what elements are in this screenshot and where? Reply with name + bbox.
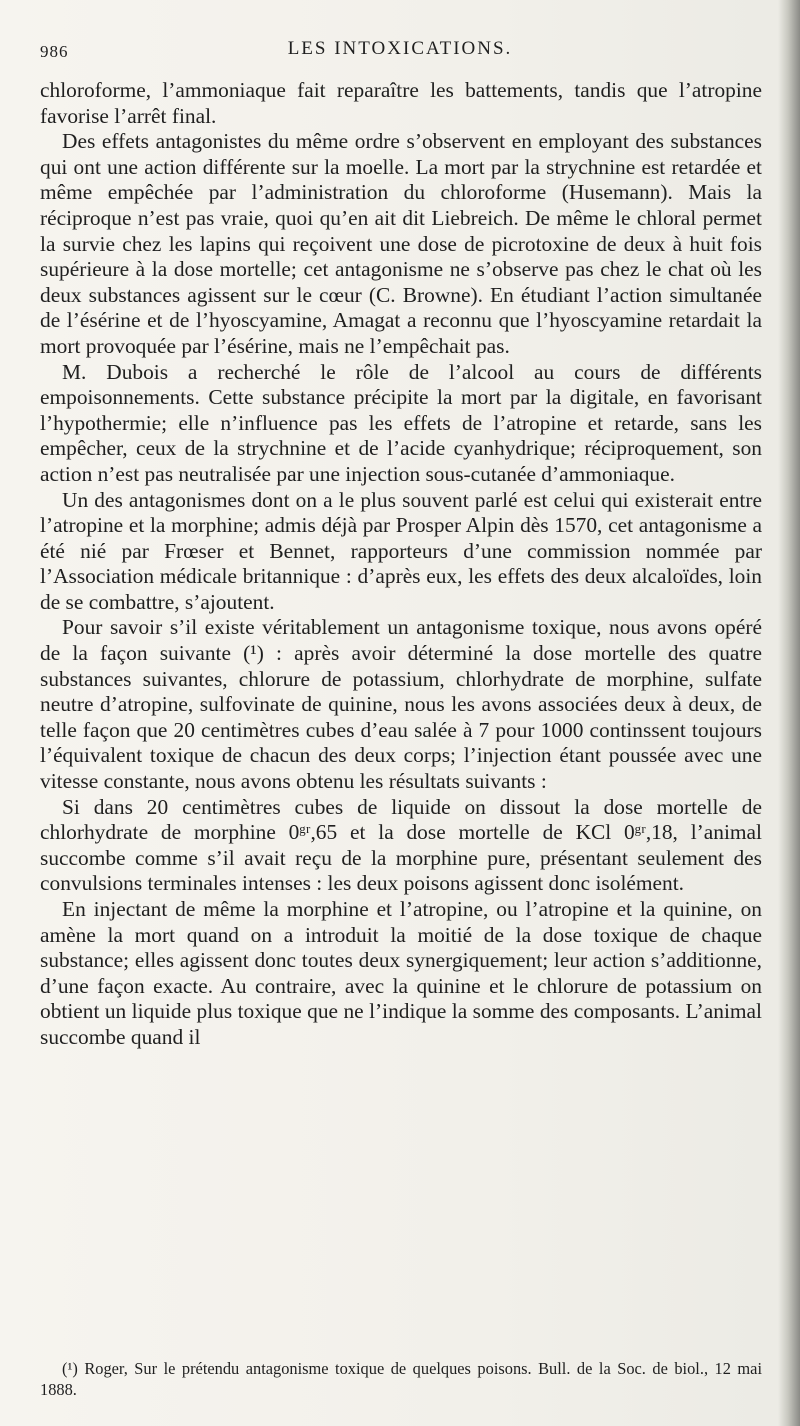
footnote xyxy=(40,1358,762,1400)
paragraph-4: Un des antagonismes dont on a le plus souvent parlé est celui qui existerait entre l’atropine et la morphine; admis déjà par Prosper Alpin dès 1570, cet antagonisme a été nié par Frœser et Bennet, rapporteurs d’une commission nommée par l’Association médicale britannique : d’après eux, les effets des deux alcaloïdes, loin de se combattre, s’ajoutent. xyxy=(40,487,762,614)
page-edge-shadow xyxy=(778,0,800,1426)
paragraph-6: Si dans 20 centimètres cubes de liquide on dissout la dose mortelle de chlorhydrate de morphine 0ᵍʳ,65 et la dose mortelle de KCl 0ᵍʳ,18, l’animal succombe comme s’il avait reçu de la morphine pure, présentant seulement des convulsions terminales intenses : les deux poisons agissent donc isolément. xyxy=(40,794,762,896)
paragraph-3: M. Dubois a recherché le rôle de l’alcool au cours de différents empoisonnements. Cette substance précipite la mort par la digitale, en favorisant l’hypothermie; elle n’influence pas les effets de l’atropine et retarde, sans les empêcher, ceux de la strychnine et de l’acide cyanhydrique; réciproquement, son action n’est pas neutralisée par une injection sous-cutanée d’ammoniaque. xyxy=(40,359,762,486)
footnote-text: (¹) Roger, Sur le prétendu antagonisme toxique de quelques poisons. Bull. de la Soc. de biol., 12 mai 1888. xyxy=(40,1359,762,1399)
paragraph-1: chloroforme, l’ammoniaque fait reparaître les battements, tandis que l’atropine favorise l’arrêt final. xyxy=(40,78,762,128)
running-title: LES INTOXICATIONS. xyxy=(287,38,513,59)
paragraph-5: Pour savoir s’il existe véritablement un antagonisme toxique, nous avons opéré de la façon suivante (¹) : après avoir déterminé la dose mortelle des quatre substances suivantes, chlorure de potassium, chlorhydrate de morphine, sulfate neutre d’atropine, sulfovinate de quinine, nous les avons associées deux à deux, de telle façon que 20 centimètres cubes d’eau salée à 7 pour 1000 continssent toujours l’équivalent toxique de chacun des deux corps; l’injection étant poussée avec une vitesse constante, nous avons obtenu les résultats suivants : xyxy=(40,615,762,794)
page-header xyxy=(40,38,760,68)
body-text xyxy=(40,78,762,1051)
paragraph-7: En injectant de même la morphine et l’atropine, ou l’atropine et la quinine, on amène la mort quand on a introduit la moitié de la dose toxique de chaque substance; elles agissent donc toutes deux synergiquement; leur action s’additionne, d’une façon exacte. Au contraire, avec la quinine et le chlorure de potassium on obtient un liquide plus toxique que ne l’indique la somme des composants. L’animal succombe quand il xyxy=(40,897,762,1049)
paragraph-2: Des effets antagonistes du même ordre s’observent en employant des substances qui ont une action différente sur la moelle. La mort par la strychnine est retardée et même empêchée par l’administration du chloroforme (Husemann). Mais la réciproque n’est pas vraie, quoi qu’en ait dit Liebreich. De même le chloral permet la survie chez les lapins qui reçoivent une dose de picrotoxine de deux à huit fois supérieure à la dose mortelle; cet antagonisme ne s’observe pas chez le chat où les deux substances agissent sur le cœur (C. Browne). En étudiant l’action simultanée de l’ésérine et de l’hyoscyamine, Amagat a reconnu que l’hyoscyamine retardait la mort provoquée par l’ésérine, mais ne l’empêchait pas. xyxy=(40,129,762,358)
page-number: 986 xyxy=(40,42,69,61)
